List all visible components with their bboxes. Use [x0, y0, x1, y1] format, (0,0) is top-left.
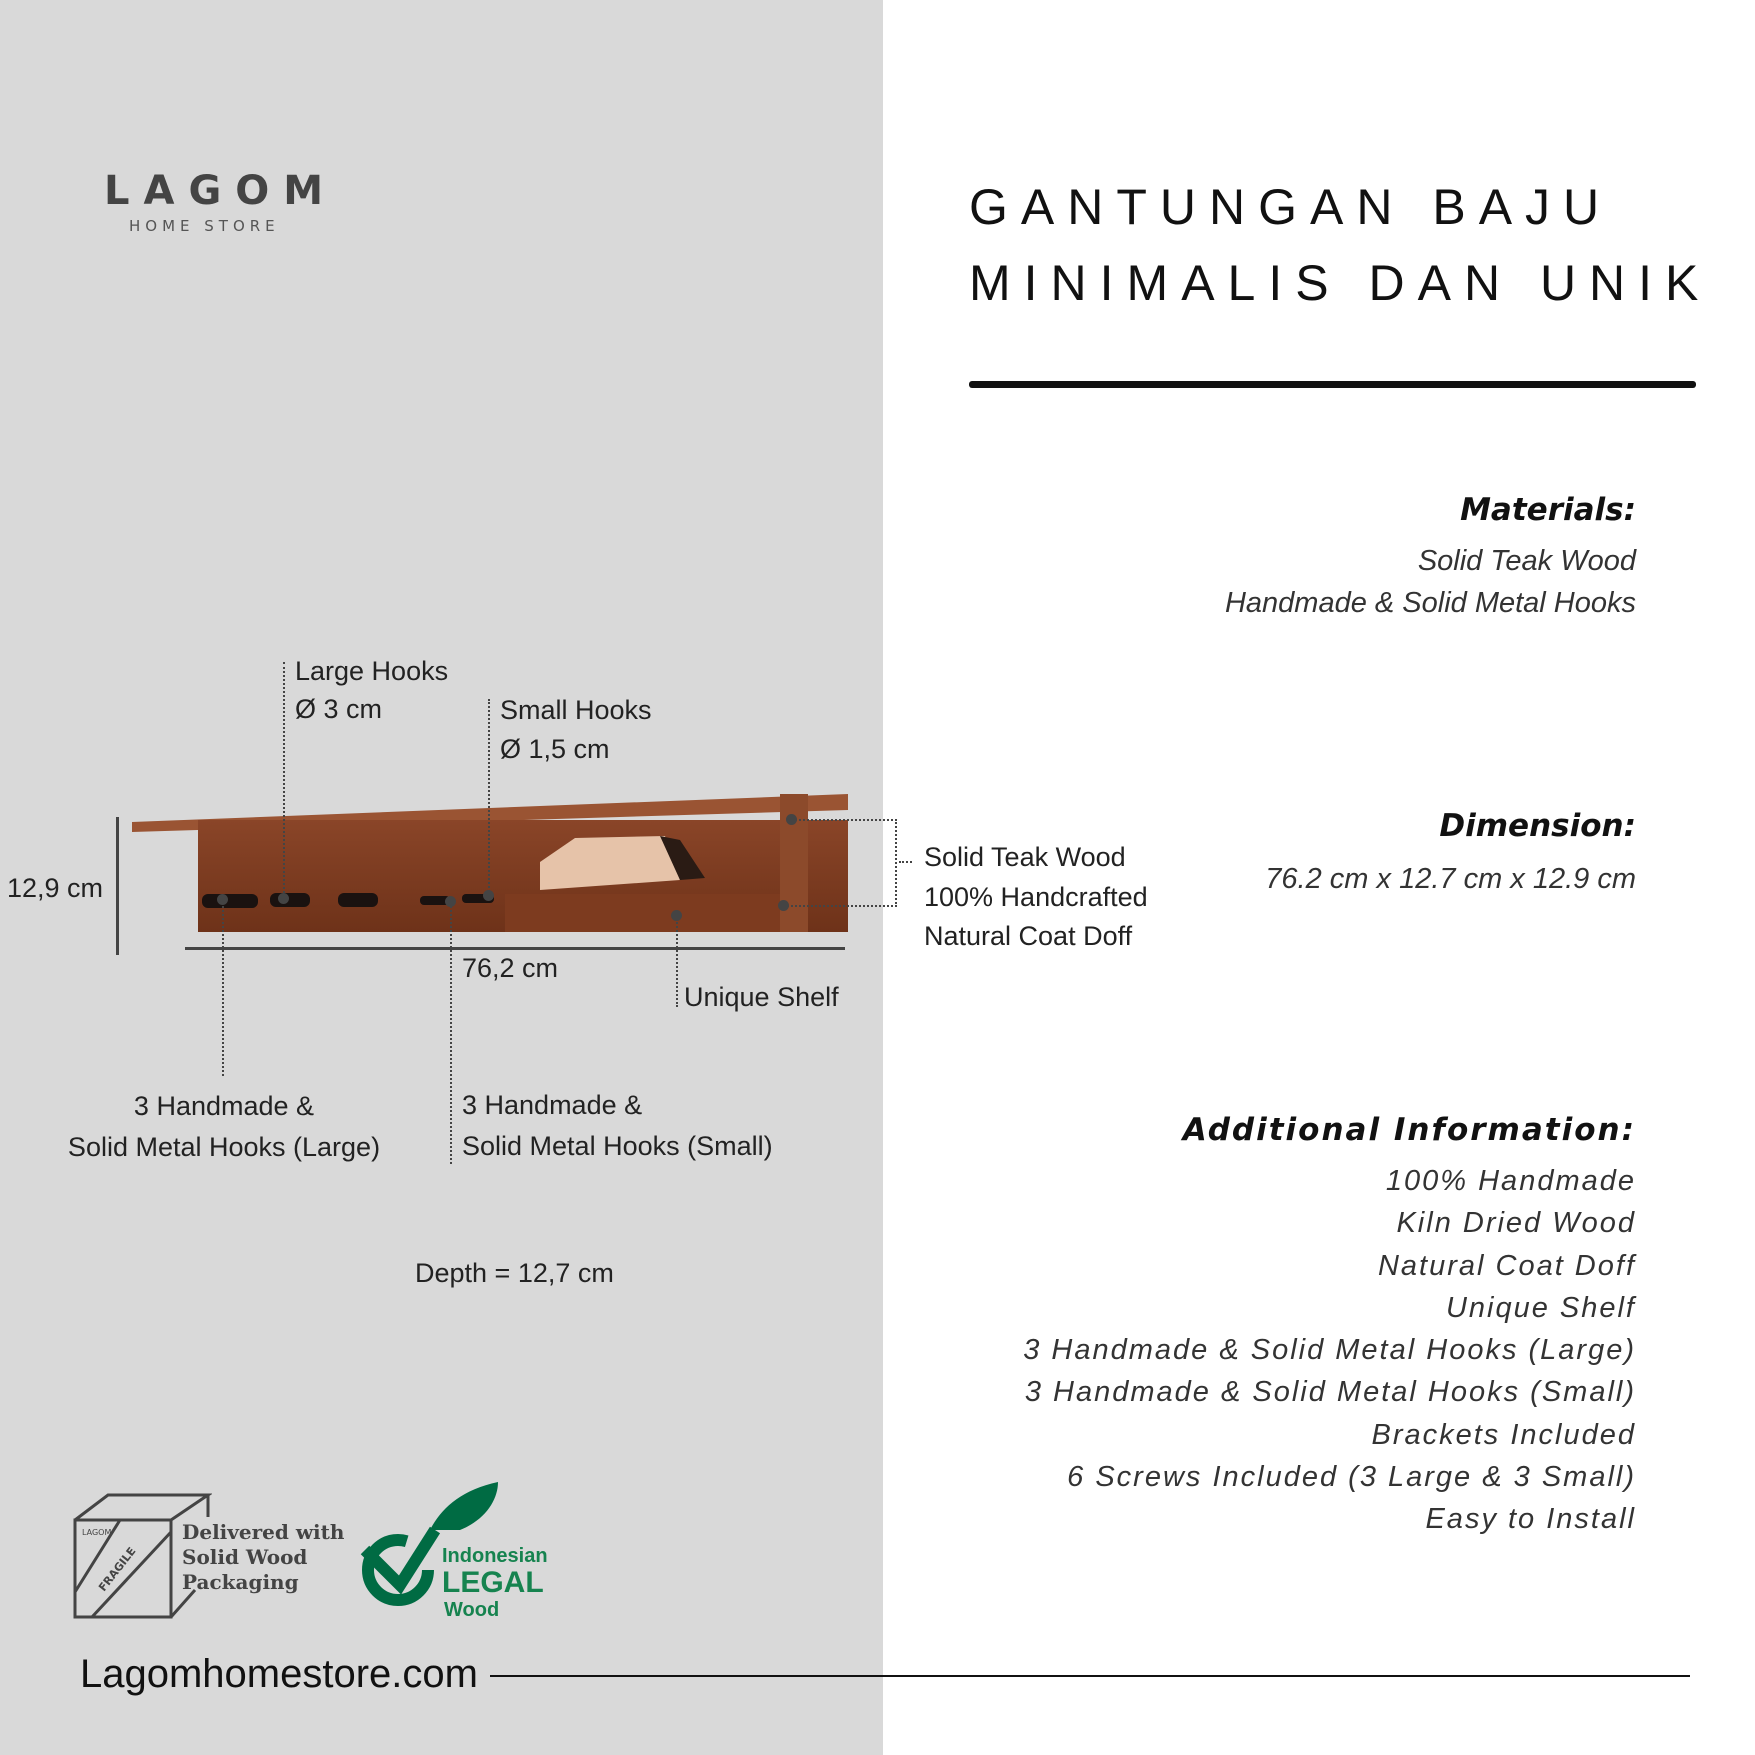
additional-item: 6 Screws Included (3 Large & 3 Small) [1067, 1461, 1636, 1493]
height-label: 12,9 cm [7, 873, 104, 903]
wood-bracket [791, 819, 897, 821]
marker-dot [445, 896, 456, 907]
marker-dot [778, 900, 789, 911]
marker-dot [278, 893, 289, 904]
marker-dot [483, 890, 494, 901]
additional-item: 3 Handmade & Solid Metal Hooks (Large) [1023, 1334, 1636, 1366]
large-hooks-label: Large Hooks [295, 656, 449, 686]
additional-item: Unique Shelf [1445, 1292, 1636, 1324]
large-hooks-diameter: Ø 3 cm [295, 694, 383, 724]
width-line [185, 947, 845, 950]
footer-rule [490, 1675, 1690, 1677]
additional-item: Kiln Dried Wood [1396, 1207, 1636, 1239]
additional-heading: Additional Information: [1182, 1112, 1636, 1148]
wood-label: Solid Teak Wood [924, 842, 1126, 872]
depth-label: Depth = 12,7 cm [415, 1258, 614, 1288]
additional-item: Natural Coat Doff [1377, 1250, 1636, 1282]
caption-line: 3 Handmade & [462, 1090, 643, 1120]
packaging-line: Delivered with [182, 1520, 345, 1544]
packaging-text [182, 1520, 344, 1595]
box-brand: LAGOM [82, 1528, 112, 1537]
brand-logo: LAGOM [104, 168, 338, 214]
large-hook-leader [283, 662, 285, 901]
unique-shelf-label: Unique Shelf [684, 982, 839, 1012]
packaging-line: Packaging [182, 1570, 299, 1594]
large-hooks-caption [68, 1091, 380, 1163]
legal-line: Indonesian [442, 1545, 548, 1567]
marker-dot [217, 894, 228, 905]
box-fragile: FRAGILE [96, 1544, 139, 1594]
unique-shelf-leader [676, 915, 678, 1007]
legal-line: Wood [444, 1599, 500, 1620]
wood-bracket [783, 905, 897, 907]
shelf-image [120, 780, 860, 950]
small-hooks-label: Small Hooks [500, 695, 652, 725]
dimension-value: 76.2 cm x 12.7 cm x 12.9 cm [1265, 863, 1636, 895]
wood-label: Natural Coat Doff [924, 921, 1133, 951]
small-hook-leader [488, 699, 490, 895]
additional-item: Easy to Install [1425, 1503, 1636, 1535]
caption-line: Solid Metal Hooks (Small) [462, 1131, 773, 1161]
wood-bracket [895, 819, 897, 907]
legal-wood-logo [360, 1480, 560, 1620]
materials-item: Solid Teak Wood [1417, 545, 1636, 577]
small-hooks-leader-bottom [450, 898, 452, 1164]
wood-bracket [899, 861, 912, 863]
width-label: 76,2 cm [462, 953, 559, 983]
small-hooks-diameter: Ø 1,5 cm [500, 734, 610, 764]
website-url[interactable]: Lagomhomestore.com [80, 1652, 478, 1696]
height-line [116, 817, 119, 955]
brand-subtitle: HOME STORE [129, 217, 280, 235]
title-rule [969, 381, 1696, 388]
caption-line: Solid Metal Hooks (Large) [67, 1132, 381, 1162]
additional-item: 3 Handmade & Solid Metal Hooks (Small) [1024, 1376, 1636, 1408]
marker-dot [786, 814, 797, 825]
additional-item: Brackets Included [1371, 1419, 1636, 1451]
title-line-1: GANTUNGAN BAJU [969, 179, 1613, 235]
materials-heading: Materials: [1460, 492, 1636, 528]
materials-item: Handmade & Solid Metal Hooks [1224, 587, 1636, 619]
legal-line: LEGAL [442, 1566, 544, 1599]
dimension-heading: Dimension: [1439, 808, 1636, 844]
packaging-line: Solid Wood [182, 1545, 308, 1569]
additional-item: 100% Handmade [1385, 1165, 1636, 1197]
small-hooks-caption [462, 1090, 773, 1162]
large-hooks-leader-bottom [222, 898, 224, 1076]
title-line-2: MINIMALIS DAN UNIK [969, 255, 1712, 311]
wood-label: 100% Handcrafted [924, 882, 1148, 912]
caption-line: 3 Handmade & [133, 1091, 315, 1121]
marker-dot [671, 910, 682, 921]
